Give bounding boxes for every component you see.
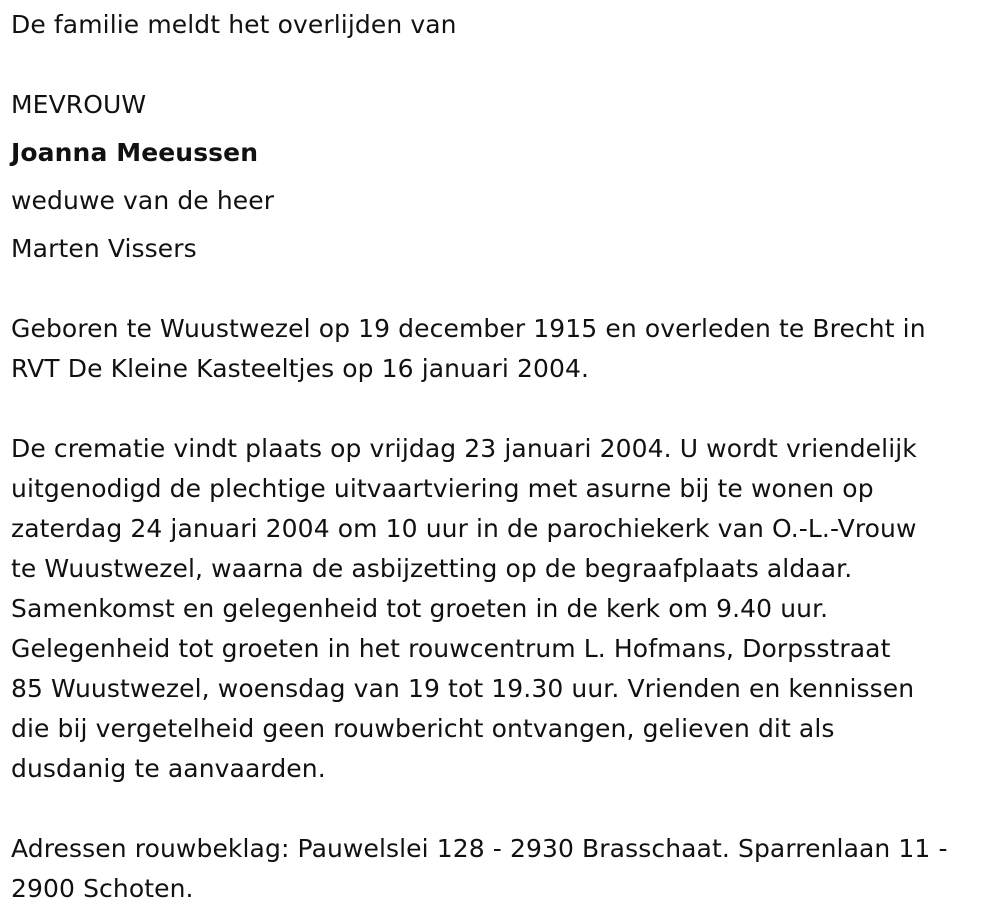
relation-text: weduwe van de heer <box>11 186 275 215</box>
paragraph-line: RVT De Kleine Kasteeltjes op 16 januari 2004. <box>11 354 590 383</box>
spouse-name: Marten Vissers <box>11 234 197 263</box>
paragraph-line: 85 Wuustwezel, woensdag van 19 tot 19.30 uur. Vrienden en kennissen <box>11 674 915 703</box>
paragraph-line: Gelegenheid tot groeten in het rouwcentrum L. Hofmans, Dorpsstraat <box>11 634 891 663</box>
birth-death-paragraph <box>11 309 986 389</box>
paragraph-line: Samenkomst en gelegenheid tot groeten in de kerk om 9.40 uur. <box>11 594 829 623</box>
paragraph-line: uitgenodigd de plechtige uitvaartviering met asurne bij te wonen op <box>11 474 874 503</box>
paragraph-line: 2900 Schoten. <box>11 874 194 903</box>
deceased-name: Joanna Meeussen <box>11 138 259 167</box>
paragraph-line: Geboren te Wuustwezel op 19 december 1915 en overleden te Brecht in <box>11 314 926 343</box>
paragraph-line: die bij vergetelheid geen rouwbericht ontvangen, gelieven dit als <box>11 714 835 743</box>
paragraph-line: Adressen rouwbeklag: Pauwelslei 128 - 2930 Brasschaat. Sparrenlaan 11 - <box>11 834 948 863</box>
paragraph-line: te Wuustwezel, waarna de asbijzetting op de begraafplaats aldaar. <box>11 554 853 583</box>
salutation: MEVROUW <box>11 90 147 119</box>
paragraph-line: De crematie vindt plaats op vrijdag 23 januari 2004. U wordt vriendelijk <box>11 434 917 463</box>
ceremony-paragraph <box>11 429 986 789</box>
intro-text: De familie meldt het overlijden van <box>11 10 457 39</box>
addresses-paragraph <box>11 829 986 909</box>
paragraph-line: zaterdag 24 januari 2004 om 10 uur in de parochiekerk van O.-L.-Vrouw <box>11 514 917 543</box>
paragraph-line: dusdanig te aanvaarden. <box>11 754 326 783</box>
